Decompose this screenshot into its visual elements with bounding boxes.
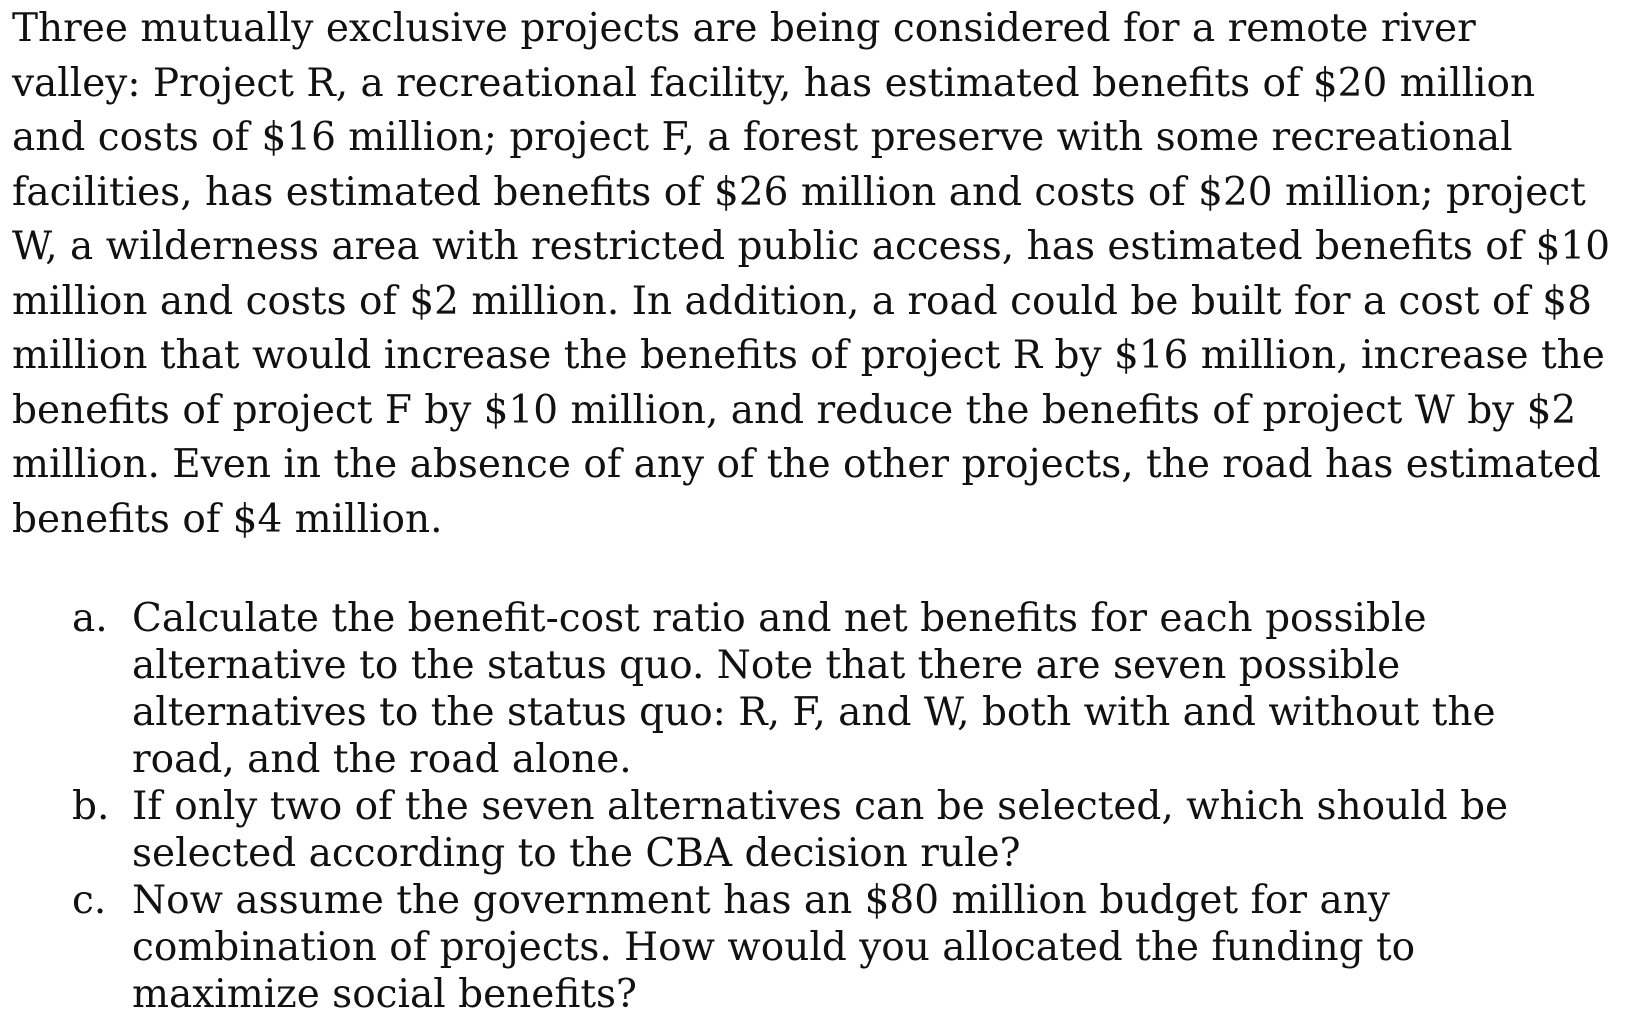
question-b-text: If only two of the seven alternatives can be selected, which should be selected according to the CBA decision rule?	[132, 784, 1509, 876]
question-b-letter: b.	[72, 784, 110, 829]
question-c-letter: c.	[72, 878, 107, 923]
document-page	[12, 0, 1622, 1018]
question-a-letter: a.	[72, 596, 108, 641]
question-list	[12, 595, 1622, 1018]
question-c-text: Now assume the government has an $80 million budget for any combination of projects. How would you allocated the funding to maximize social benefits?	[132, 878, 1416, 1017]
question-a	[12, 595, 1582, 783]
question-b	[12, 783, 1582, 877]
question-c	[12, 877, 1582, 1018]
question-a-text: Calculate the benefit-cost ratio and net benefits for each possible alternative to the status quo. Note that there are seven possible alternatives to the status quo: R, F, and W, both with and without the road, and the road alone.	[132, 596, 1496, 782]
problem-statement: Three mutually exclusive projects are being considered for a remote river valley: Project R, a recreational facility, has estimated benefits of $20 million and costs of $16 million; project F, a forest preserve with some recreational facilities, has estimated benefits of $26 million and costs of $20 million; project W, a wilderness area with restricted public access, has estimated benefits of $10 million and costs of $2 million. In addition, a road could be built for a cost of $8 million that would increase the benefits of project R by $16 million, increase the benefits of project F by $10 million, and reduce the benefits of project W by $2 million. Even in the absence of any of the other projects, the road has estimated benefits of $4 million.	[12, 6, 1611, 542]
